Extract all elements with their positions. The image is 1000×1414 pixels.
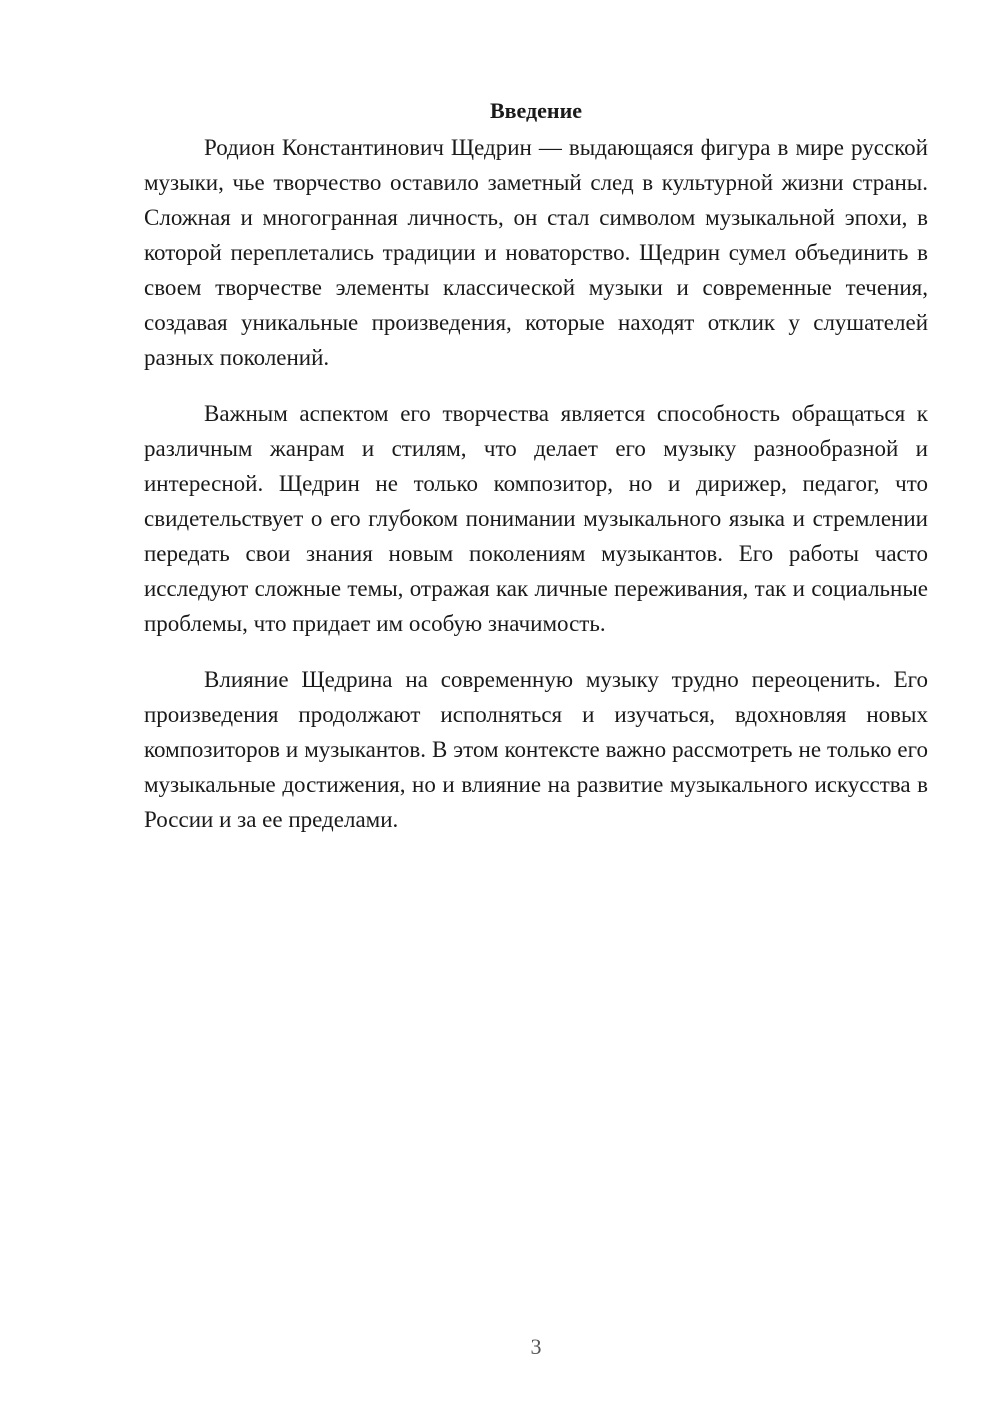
paragraph-1: Родион Константинович Щедрин — выдающаяся фигура в мире русской музыки, чье творчество оставило заметный след в культурной жизни страны. Сложная и многогранная личность, он стал символом музыкальной эпохи, в которой переплетались традиции и новаторство. Щедрин сумел объединить в своем творчестве элементы классической музыки и современные течения, создавая уникальные произведения, которые находят отклик у слушателей разных поколений. xyxy=(144,135,928,370)
section-heading: Введение xyxy=(489,98,583,123)
paragraph-3: Влияние Щедрина на современную музыку трудно переоценить. Его произведения продолжают исполняться и изучаться, вдохновляя новых композиторов и музыкантов. В этом контексте важно рассмотреть не только его музыкальные достижения, но и влияние на развитие музыкального искусства в России и за ее пределами. xyxy=(144,667,928,832)
page-number: 3 xyxy=(530,1334,542,1359)
page-content xyxy=(144,96,928,858)
paragraph-2: Важным аспектом его творчества является способность обращаться к различным жанрам и стилям, что делает его музыку разнообразной и интересной. Щедрин не только композитор, но и дирижер, педагог, что свидетельствует о его глубоком понимании музыкального языка и стремлении передать свои знания новым поколениям музыкантов. Его работы часто исследуют сложные темы, отражая как личные переживания, так и социальные проблемы, что придает им особую значимость. xyxy=(144,401,928,636)
